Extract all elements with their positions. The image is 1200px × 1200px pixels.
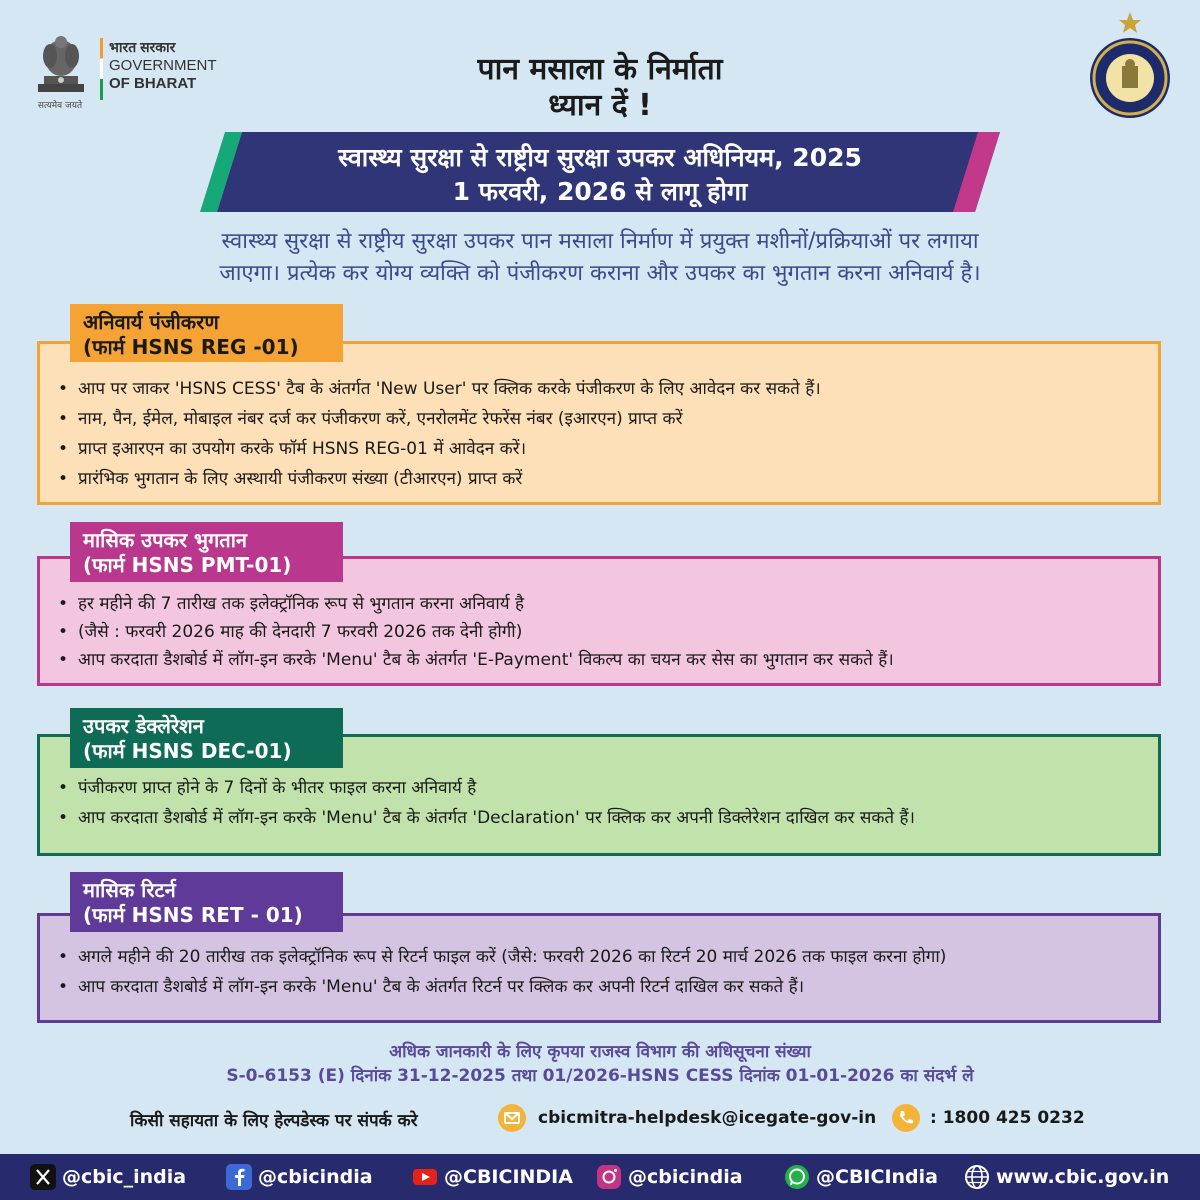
act-banner (200, 132, 1000, 212)
intro-text (100, 226, 1100, 290)
notice-line-2: S-0-6153 (E) दिनांक 31-12-2025 तथा 01/2026-HSNS CESS दिनांक 01-01-2026 का संदर्भ ले (226, 1066, 974, 1086)
registration-section-header (70, 304, 343, 362)
section-form: (फार्म HSNS PMT-01) (83, 553, 292, 577)
national-emblem-icon (30, 28, 92, 96)
declaration-section-header (70, 708, 343, 768)
section-title: उपकर डेक्लेरेशन (83, 714, 204, 738)
intro-line-2: जाएगा। प्रत्येक कर योग्य व्यक्ति को पंजीकरण कराना और उपकर का भुगतान करना अनिवार्य है। (219, 261, 981, 286)
page-title-line-2: ध्यान दें ! (548, 88, 652, 123)
cbic-seal (1080, 10, 1180, 120)
list-item: • (जैसे : फरवरी 2026 माह की देनदारी 7 फरवरी 2026 तक देनी होगी) (58, 618, 894, 646)
helpdesk-label: किसी सहायता के लिए हेल्पडेस्क पर संपर्क करे (130, 1111, 418, 1131)
list-item: • आप करदाता डैशबोर्ड में लॉग-इन करके 'Menu' टैब के अंतर्गत 'E-Payment' विकल्प का चयन कर सेस का भुगतान कर सकते हैं। (58, 646, 894, 674)
helpdesk-email-link[interactable]: cbicmitra-helpdesk@icegate-gov-in (538, 1108, 877, 1128)
social-handle: @CBICINDIA (444, 1166, 573, 1188)
section-form: (फार्म HSNS DEC-01) (83, 739, 292, 763)
gov-motto: सत्यमेव जयते (37, 101, 83, 111)
list-item: • प्रारंभिक भुगतान के लिए अस्थायी पंजीकरण संख्या (टीआरएन) प्राप्त करें (58, 464, 821, 494)
youtube-icon (412, 1164, 438, 1190)
cbic-seal-icon (1080, 10, 1180, 120)
gov-english-label-1: GOVERNMENT (109, 57, 217, 74)
banner-title: स्वास्थ्य सुरक्षा से राष्ट्रीय सुरक्षा उपकर अधिनियम, 2025 (338, 143, 862, 172)
registration-bullets (58, 374, 821, 494)
monthly-return-bullets (58, 942, 946, 1002)
page-title-line-1: पान मसाला के निर्माता (477, 52, 723, 87)
list-item: • अगले महीने की 20 तारीख तक इलेक्ट्रॉनिक रूप से रिटर्न फाइल करें (जैसे: फरवरी 2026 का रिटर्न 20 मार्च 2026 तक फाइल करना होगा) (58, 942, 946, 972)
list-item: • आप पर जाकर 'HSNS CESS' टैब के अंतर्गत 'New User' पर क्लिक करके पंजीकरण के लिए आवेदन कर सकते हैं। (58, 374, 821, 404)
government-of-bharat-logo (24, 24, 217, 114)
facebook-icon (226, 1164, 252, 1190)
page-title (300, 52, 900, 124)
list-item: • प्राप्त इआरएन का उपयोग करके फॉर्म HSNS REG-01 में आवेदन करें। (58, 434, 821, 464)
social-media-bar (0, 1154, 1200, 1200)
monthly-payment-section-header (70, 522, 343, 582)
list-item: • आप करदाता डैशबोर्ड में लॉग-इन करके 'Menu' टैब के अंतर्गत रिटर्न पर क्लिक कर अपनी रिटर्न दाखिल कर सकते हैं। (58, 972, 946, 1002)
notification-reference (100, 1040, 1100, 1088)
section-title: मासिक रिटर्न (83, 878, 176, 902)
whatsapp-icon (784, 1164, 810, 1190)
helpdesk-row (130, 1102, 1090, 1134)
social-handle: @cbic_india (62, 1166, 187, 1188)
section-title: अनिवार्य पंजीकरण (83, 310, 219, 334)
instagram-icon (596, 1164, 622, 1190)
list-item: • आप करदाता डैशबोर्ड में लॉग-इन करके 'Menu' टैब के अंतर्गत 'Declaration' पर क्लिक कर अपनी डिक्लेरेशन दाखिल कर सकते हैं। (58, 803, 915, 833)
notice-line-1: अधिक जानकारी के लिए कृपया राजस्व विभाग की अधिसूचना संख्या (389, 1042, 811, 1062)
tricolor-divider (100, 38, 103, 100)
monthly-payment-bullets (58, 590, 894, 674)
monthly-return-section-header (70, 872, 343, 932)
x-icon (30, 1164, 56, 1190)
gov-hindi-label: भारत सरकार (109, 39, 176, 55)
helpdesk-phone-link[interactable]: : 1800 425 0232 (930, 1108, 1085, 1128)
intro-line-1: स्वास्थ्य सुरक्षा से राष्ट्रीय सुरक्षा उपकर पान मसाला निर्माण में प्रयुक्त मशीनों/प्रक्रियाओं पर लगाया (221, 229, 979, 254)
section-form: (फार्म HSNS REG -01) (83, 335, 299, 359)
list-item: • हर महीने की 7 तारीख तक इलेक्ट्रॉनिक रूप से भुगतान करना अनिवार्य है (58, 590, 894, 618)
list-item: • नाम, पैन, ईमेल, मोबाइल नंबर दर्ज कर पंजीकरण करें, एनरोलमेंट रेफरेंस नंबर (इआरएन) प्राप्त करें (58, 404, 821, 434)
mail-icon (498, 1104, 526, 1132)
social-handle: @cbicindia (258, 1166, 373, 1188)
section-form: (फार्म HSNS RET - 01) (83, 903, 303, 927)
globe-icon (964, 1164, 990, 1190)
gov-english-label-2: OF BHARAT (109, 75, 197, 92)
banner-subtitle: 1 फरवरी, 2026 से लागू होगा (452, 177, 748, 206)
declaration-bullets (58, 773, 915, 833)
list-item: • पंजीकरण प्राप्त होने के 7 दिनों के भीतर फाइल करना अनिवार्य है (58, 773, 915, 803)
section-title: मासिक उपकर भुगतान (83, 528, 247, 552)
social-handle: www.cbic.gov.in (996, 1166, 1170, 1188)
phone-icon (892, 1104, 920, 1132)
social-handle: @CBICIndia (816, 1166, 938, 1188)
social-handle: @cbicindia (628, 1166, 743, 1188)
